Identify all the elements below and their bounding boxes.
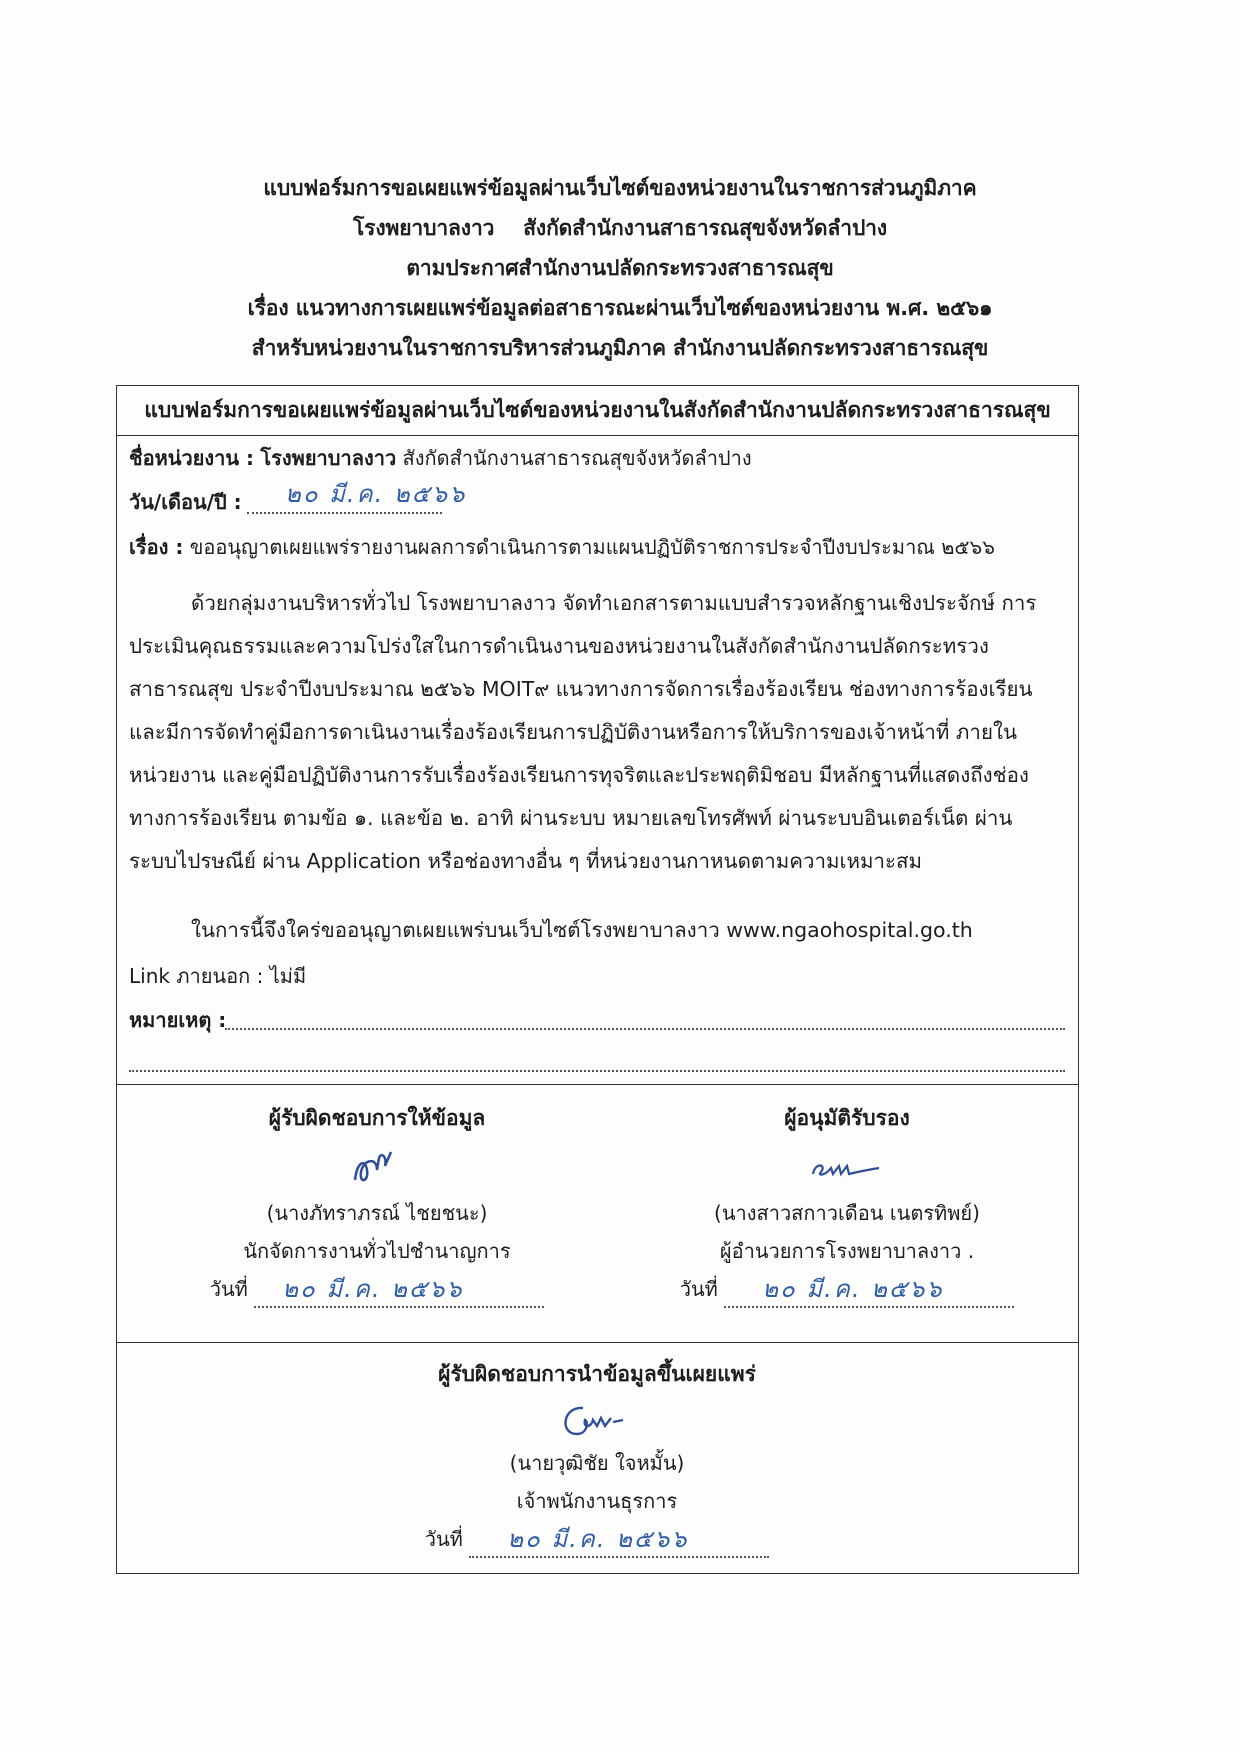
section-divider-1 (117, 1084, 1078, 1085)
subject-value: ขออนุญาตเผยแพร่รายงานผลการดำเนินการตามแผนปฏิบัติราชการประจำปีงบประมาณ ๒๕๖๖ (189, 535, 995, 559)
body-paragraph (129, 582, 1069, 883)
section-divider-2 (117, 1342, 1078, 1343)
header-line-1: แบบฟอร์มการขอเผยแพร่ข้อมูลผ่านเว็บไซต์ของหน่วยงานในราชการส่วนภูมิภาค (263, 176, 977, 200)
approver-date-value: ๒๐ มี.ค. ๒๕๖๖ (762, 1275, 944, 1303)
signature-icon (807, 1148, 887, 1188)
subject-row (129, 531, 995, 563)
publisher-date-label: วันที่ (424, 1527, 463, 1551)
publisher-heading: ผู้รับผิดชอบการนำข้อมูลขึ้นเผยแพร่ (438, 1362, 756, 1386)
agency-label: ชื่อหน่วยงาน : (129, 446, 255, 470)
approver-signature-mark (647, 1138, 1047, 1194)
note-dotted-line-2 (129, 1070, 1065, 1072)
note-label: หมายเหตุ : (129, 1008, 227, 1032)
signature-icon (553, 1398, 643, 1444)
provider-heading: ผู้รับผิดชอบการให้ข้อมูล (268, 1106, 486, 1130)
body-line: ทางการร้องเรียน ตามข้อ ๑. และข้อ ๒. อาทิ ผ่านระบบ หมายเลขโทรศัพท์ ผ่านระบบอินเตอร์เน็ต ผ่าน (129, 806, 1013, 830)
publisher-date-row (357, 1520, 837, 1558)
form-title: แบบฟอร์มการขอเผยแพร่ข้อมูลผ่านเว็บไซต์ของหน่วยงานในสังกัดสำนักงานปลัดกระทรวงสาธารณสุข (117, 386, 1078, 436)
publisher-date-line (469, 1525, 769, 1558)
provider-signature-block (187, 1098, 567, 1308)
form-frame (116, 385, 1079, 1574)
publisher-signature-mark (357, 1394, 837, 1444)
agency-row (129, 442, 752, 474)
body-line: ประเมินคุณธรรมและความโปร่งใสในการดำเนินงานของหน่วยงานในสังกัดสำนักงานปลัดกระทรวง (129, 634, 989, 658)
request-text: ในการนี้จึงใคร่ขออนุญาตเผยแพร่บนเว็บไซต์โรงพยาบาลงาว www.ngaohospital.go.th (191, 918, 973, 942)
approver-date-label: วันที่ (679, 1277, 718, 1301)
date-label: วัน/เดือน/ปี : (129, 490, 242, 514)
header-line-4: เรื่อง แนวทางการเผยแพร่ข้อมูลต่อสาธารณะผ่านเว็บไซต์ของหน่วยงาน พ.ศ. ๒๕๖๑ (247, 296, 993, 320)
link-value: ไม่มี (269, 964, 307, 988)
approver-name: (นางสาวสกาวเดือน เนตรทิพย์) (714, 1201, 980, 1225)
publisher-position: เจ้าพนักงานธุรการ (516, 1489, 678, 1513)
date-handwritten: ๒๐ มี.ค. ๒๕๖๖ (285, 480, 467, 508)
agency-name: โรงพยาบาลงาว (260, 446, 397, 470)
link-label: Link ภายนอก : (129, 964, 264, 988)
agency-affiliation: สังกัดสำนักงานสาธารณสุขจังหวัดลำปาง (402, 446, 752, 470)
provider-date-value: ๒๐ มี.ค. ๒๕๖๖ (282, 1275, 464, 1303)
document-header (0, 168, 1240, 368)
header-line-5: สำหรับหน่วยงานในราชการบริหารส่วนภูมิภาค สำนักงานปลัดกระทรวงสาธารณสุข (251, 336, 989, 360)
approver-position: ผู้อำนวยการโรงพยาบาลงาว . (719, 1239, 975, 1263)
link-row (129, 960, 306, 992)
body-line: สาธารณสุข ประจำปีงบประมาณ ๒๕๖๖ MOIT๙ แนวทางการจัดการเรื่องร้องเรียน ช่องทางการร้องเรียน (129, 677, 1033, 701)
body-line: และมีการจัดทำคู่มือการดาเนินงานเรื่องร้องเรียนการปฏิบัติงานหรือการให้บริการของเจ้าหน้าที่ ภายใน (129, 720, 1017, 744)
date-row (129, 486, 242, 518)
provider-name: (นางภัทราภรณ์ ไชยชนะ) (266, 1201, 488, 1225)
publisher-name: (นายวุฒิชัย ใจหมั้น) (509, 1451, 685, 1475)
provider-date-label: วันที่ (209, 1277, 248, 1301)
provider-date-line (254, 1275, 544, 1308)
subject-label: เรื่อง : (129, 535, 184, 559)
approver-date-line (724, 1275, 1014, 1308)
body-line: หน่วยงาน และคู่มือปฏิบัติงานการรับเรื่องร้องเรียนการทุจริตและประพฤติมิชอบ มีหลักฐานที่แสดงถึงช่อง (129, 763, 1029, 787)
approver-signature-block (647, 1098, 1047, 1308)
publisher-signature-block (357, 1354, 837, 1558)
provider-signature-mark (187, 1138, 567, 1194)
body-line: ด้วยกลุ่มงานบริหารทั่วไป โรงพยาบาลงาว จัดทำเอกสารตามแบบสำรวจหลักฐานเชิงประจักษ์ การ (191, 591, 1037, 615)
provider-position: นักจัดการงานทั่วไปชำนาญการ (243, 1239, 511, 1263)
header-line-3: ตามประกาศสำนักงานปลัดกระทรวงสาธารณสุข (406, 256, 834, 280)
note-dotted-line-1 (225, 1028, 1065, 1030)
body-line: ระบบไปรษณีย์ ผ่าน Application หรือช่องทางอื่น ๆ ที่หน่วยงานกาหนดตามความเหมาะสม (129, 849, 923, 873)
signature-icon (347, 1142, 407, 1192)
approver-heading: ผู้อนุมัติรับรอง (784, 1106, 910, 1130)
note-row (129, 1004, 226, 1036)
header-line-2: โรงพยาบาลงาว สังกัดสำนักงานสาธารณสุขจังหวัดลำปาง (352, 216, 888, 240)
publisher-date-value: ๒๐ มี.ค. ๒๕๖๖ (507, 1525, 689, 1553)
provider-date-row (187, 1270, 567, 1308)
approver-date-row (647, 1270, 1047, 1308)
